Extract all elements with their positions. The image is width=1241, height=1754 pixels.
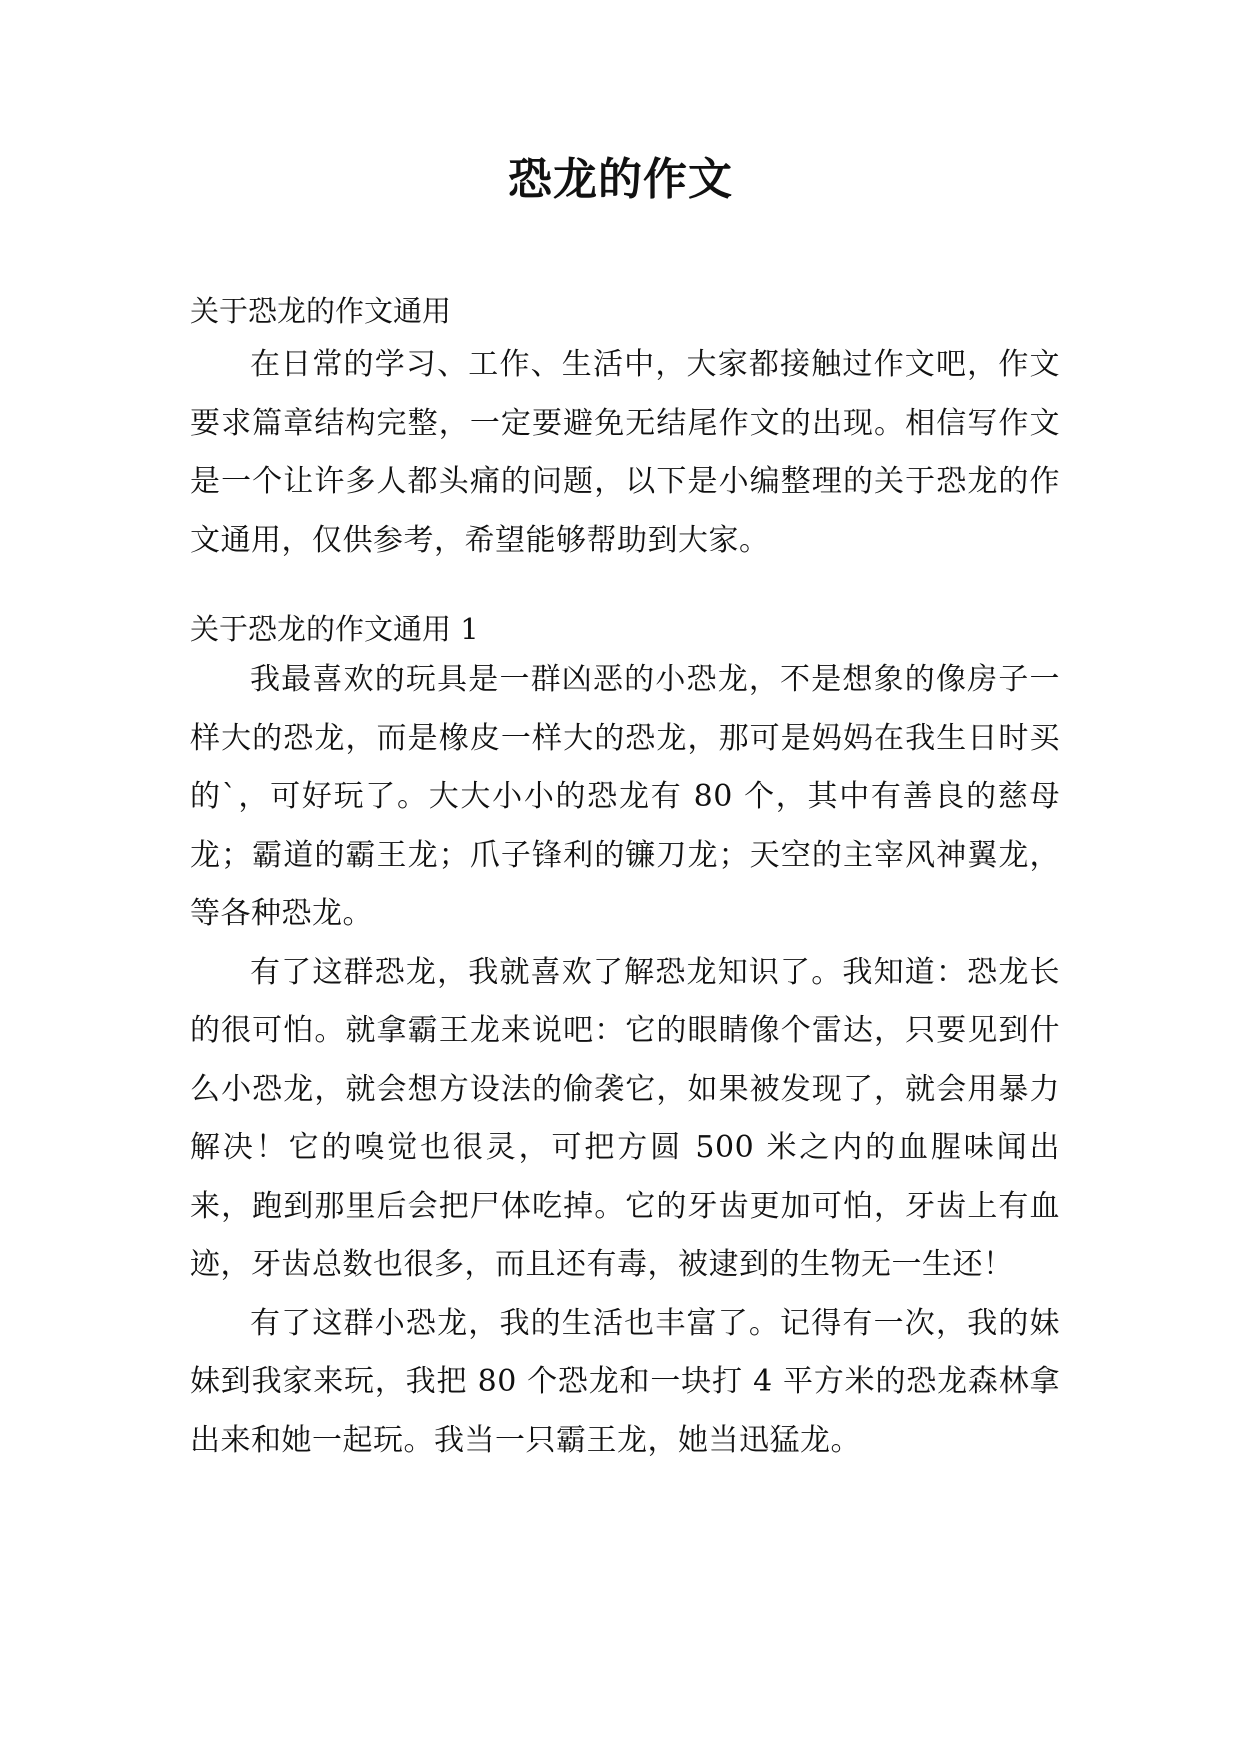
intro-heading: 关于恐龙的作文通用 bbox=[190, 294, 452, 328]
section-1-paragraph-3: 有了这群小恐龙，我的生活也丰富了。记得有一次，我的妹妹到我家来玩，我把 80 个恐龙和一块打 4 平方米的恐龙森林拿出来和她一起玩。我当一只霸王龙，她当迅猛龙。 bbox=[190, 1305, 1060, 1458]
document-title: 恐龙的作文 bbox=[508, 154, 733, 205]
document-body bbox=[190, 293, 1060, 1470]
intro-paragraph: 在日常的学习、工作、生活中，大家都接触过作文吧，作文要求篇章结构完整，一定要避免无结尾作文的出现。相信写作文是一个让许多人都头痛的问题，以下是小编整理的关于恐龙的作文通用，仅供参考，希望能够帮助到大家。 bbox=[190, 347, 1060, 558]
section-1-paragraph-1: 我最喜欢的玩具是一群凶恶的小恐龙，不是想象的像房子一样大的恐龙，而是橡皮一样大的恐龙，那可是妈妈在我生日时买的`，可好玩了。大大小小的恐龙有 80 个，其中有善良的慈母龙；霸道的霸王龙；爪子锋利的镰刀龙；天空的主宰风神翼龙，等各种恐龙。 bbox=[190, 662, 1060, 931]
section-1-heading: 关于恐龙的作文通用 1 bbox=[190, 612, 479, 646]
section-1-paragraph-2: 有了这群恐龙，我就喜欢了解恐龙知识了。我知道：恐龙长的很可怕。就拿霸王龙来说吧：它的眼睛像个雷达，只要见到什么小恐龙，就会想方设法的偷袭它，如果被发现了，就会用暴力解决！它的嗅觉也很灵，可把方圆 500 米之内的血腥味闻出来，跑到那里后会把尸体吃掉。它的牙齿更加可怕，牙齿上有血迹，牙齿总数也很多，而且还有毒，被逮到的生物无一生还！ bbox=[190, 954, 1060, 1282]
